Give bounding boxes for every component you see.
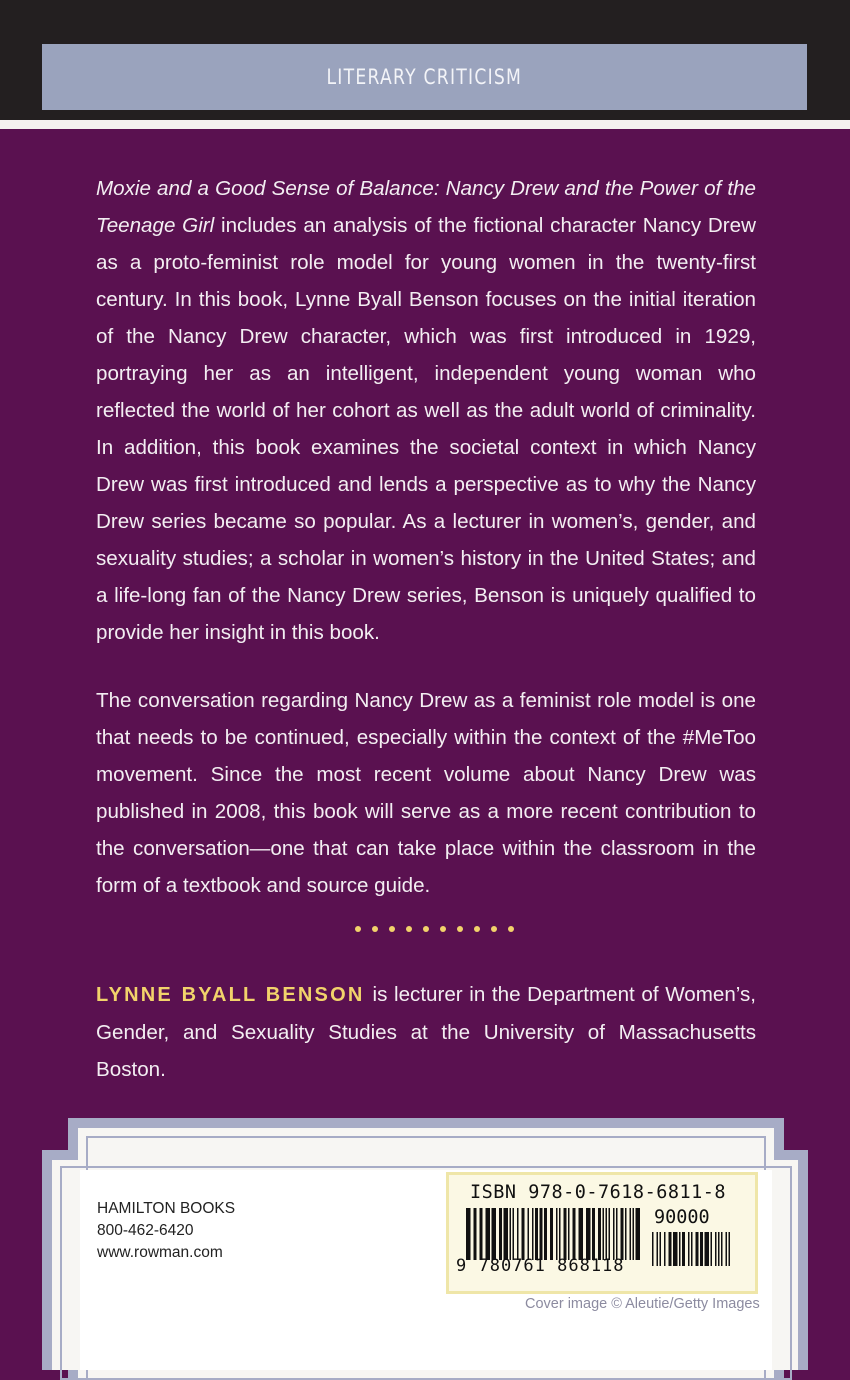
barcode-bar: [700, 1232, 703, 1266]
barcode-bar: [528, 1208, 530, 1260]
barcode-bar: [556, 1208, 558, 1260]
barcode-bar: [657, 1232, 659, 1266]
top-rule: [0, 120, 850, 129]
barcode-bar: [711, 1232, 713, 1266]
barcode-bar: [568, 1208, 570, 1260]
barcode-bar: [630, 1208, 632, 1260]
barcode-bar: [532, 1208, 534, 1260]
barcode-bar: [664, 1232, 666, 1266]
barcode-bar: [633, 1208, 635, 1260]
price-code: 90000: [654, 1207, 710, 1228]
barcode-bar: [616, 1208, 618, 1260]
barcode-bar: [606, 1208, 608, 1260]
barcode-bar: [504, 1208, 509, 1260]
barcode-bar: [705, 1232, 710, 1266]
publisher-name: HAMILTON BOOKS: [97, 1200, 236, 1217]
barcode-bar: [682, 1232, 685, 1266]
barcode-bar: [673, 1232, 678, 1266]
ean-digits: 9 780761 868118: [456, 1256, 625, 1276]
barcode-bar: [499, 1208, 502, 1260]
barcode-bar: [510, 1208, 512, 1260]
author-bio: [96, 976, 756, 1088]
barcode-bar: [691, 1232, 693, 1266]
barcode-bar: [573, 1208, 576, 1260]
description-paragraph-2: [96, 682, 756, 904]
barcode-bar: [517, 1208, 519, 1260]
author-name: LYNNE BYALL BENSON: [96, 984, 365, 1006]
barcode-bar: [726, 1232, 728, 1266]
barcode-bar: [660, 1232, 662, 1266]
barcode-bar: [669, 1232, 672, 1266]
barcode-bar: [586, 1208, 591, 1260]
publisher-phone: 800-462-6420: [97, 1222, 194, 1239]
description-paragraph-1: [96, 170, 756, 651]
barcode-bar: [535, 1208, 538, 1260]
barcode-bar: [603, 1208, 605, 1260]
dot-separator: [355, 926, 514, 932]
barcode-bar: [718, 1232, 720, 1266]
barcode-bar: [564, 1208, 567, 1260]
barcode-bar: [652, 1232, 654, 1266]
barcode-bar: [474, 1208, 477, 1260]
barcode-bar: [729, 1232, 731, 1266]
barcode-bar: [486, 1208, 491, 1260]
description-text-2: The conversation regarding Nancy Drew as a feminist role model is one that needs to be continued, especially within the context of the #MeToo movement. Since the most recent volume about Nancy Drew was published in 2008, this book will serve as a more recent contribution to the conversation—one that can take place within the classroom in the form of a textbook and source guide.: [96, 689, 756, 897]
barcode-bar: [609, 1208, 611, 1260]
barcode-bar: [721, 1232, 723, 1266]
barcode-bar: [613, 1208, 615, 1260]
barcode-bar: [550, 1208, 553, 1260]
barcode-bar: [544, 1208, 547, 1260]
barcode-bar: [598, 1208, 601, 1260]
barcode-bar: [715, 1232, 717, 1266]
barcode-main-bars: [466, 1208, 646, 1260]
author-bio-text: is lecturer in the Department of Women’s, Gender, and Sexuality Studies at the University of Massachusetts Boston.: [96, 983, 756, 1081]
publisher-website: www.rowman.com: [97, 1244, 223, 1261]
barcode-bar: [540, 1208, 543, 1260]
barcode-addon-bars: [652, 1232, 734, 1266]
barcode-bar: [522, 1208, 525, 1260]
book-title-italic: Moxie and a Good Sense of Balance: Nancy Drew and the Power of the Teenage Girl: [96, 177, 756, 237]
barcode-bar: [592, 1208, 595, 1260]
barcode-bar: [466, 1208, 471, 1260]
category-band: [42, 44, 807, 110]
barcode-bar: [579, 1208, 584, 1260]
barcode-bar: [513, 1208, 515, 1260]
barcode-bar: [688, 1232, 690, 1266]
isbn-label: ISBN 978-0-7618-6811-8: [470, 1182, 727, 1203]
barcode-bar: [492, 1208, 497, 1260]
barcode-bar: [696, 1232, 699, 1266]
publisher-block: [97, 1198, 235, 1264]
barcode-bar: [636, 1208, 641, 1260]
barcode-bar: [625, 1208, 627, 1260]
barcode-bar: [621, 1208, 624, 1260]
barcode-bar: [679, 1232, 681, 1266]
cover-credit: Cover image © Aleutie/Getty Images: [525, 1296, 760, 1312]
description-text-1: includes an analysis of the fictional character Nancy Drew as a proto-feminist role model for young women in the twenty-first century. In this book, Lynne Byall Benson focuses on the initial iteration of the Nancy Drew character, which was first introduced in 1929, portraying her as an intelligent, independent young woman who reflected the world of her cohort as well as the adult world of criminality. In addition, this book examines the societal context in which Nancy Drew was first introduced and lends a perspective as to why the Nancy Drew series became so popular. As a lecturer in women’s, gender, and sexuality studies; a scholar in women’s history in the United States; and a life-long fan of the Nancy Drew series, Benson is uniquely qualified to provide her insight in this book.: [96, 214, 756, 644]
barcode-bar: [559, 1208, 561, 1260]
barcode-bar: [480, 1208, 483, 1260]
category-label: LITERARY CRITICISM: [326, 65, 523, 89]
